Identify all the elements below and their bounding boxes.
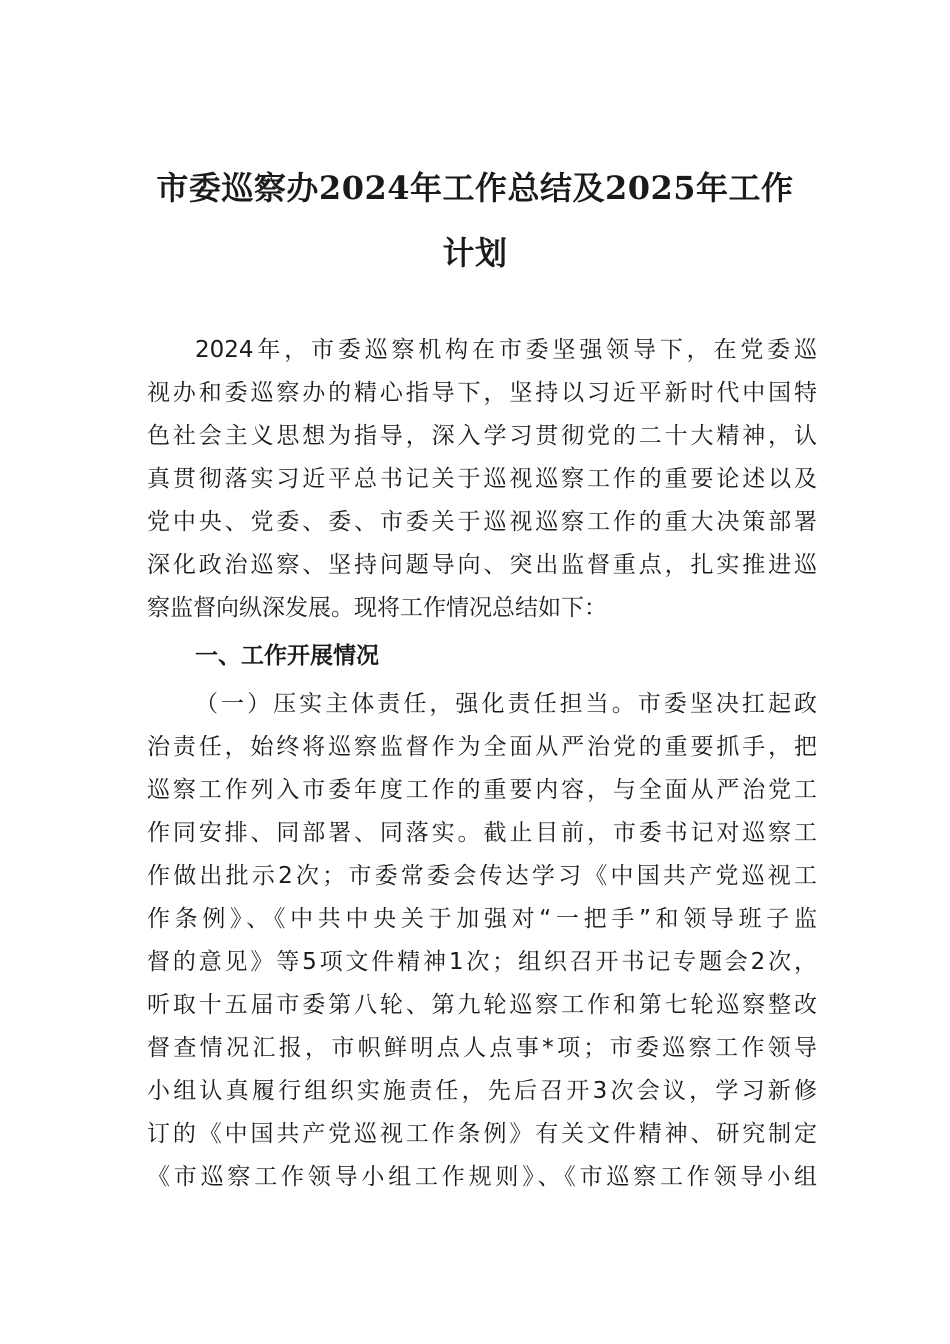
- section-body-line: （一）压实主体责任，强化责任担当。市委坚决扛起政: [195, 691, 817, 717]
- document-title-line-1: 市委巡察办2024年工作总结及2025年工作: [156, 169, 794, 207]
- intro-line: 深化政治巡察、坚持问题导向、突出监督重点，扎实推进巡: [147, 552, 817, 578]
- intro-line: 真贯彻落实习近平总书记关于巡视巡察工作的重要论述以及: [147, 466, 817, 492]
- intro-line: 察监督向纵深发展。现将工作情况总结如下：: [147, 595, 607, 621]
- section-body-line: 巡察工作列入市委年度工作的重要内容，与全面从严治党工: [147, 777, 817, 803]
- section-heading: 一、工作开展情况: [195, 643, 379, 669]
- section-body-line: 作同安排、同部署、同落实。截止目前，市委书记对巡察工: [147, 820, 817, 846]
- intro-line: 视办和委巡察办的精心指导下，坚持以习近平新时代中国特: [147, 380, 817, 406]
- intro-line: 2024年，市委巡察机构在市委坚强领导下，在党委巡: [195, 337, 817, 363]
- section-body-line: 治责任，始终将巡察监督作为全面从严治党的重要抓手，把: [147, 734, 817, 760]
- section-body-line: 督查情况汇报，市帜鲜明点人点事*项；市委巡察工作领导: [147, 1035, 817, 1061]
- intro-line: 党中央、党委、委、市委关于巡视巡察工作的重大决策部署: [147, 509, 817, 535]
- section-body-line: 听取十五届市委第八轮、第九轮巡察工作和第七轮巡察整改: [147, 992, 817, 1018]
- section-body-line: 督的意见》等5项文件精神1次；组织召开书记专题会2次，: [147, 949, 817, 975]
- intro-line: 色社会主义思想为指导，深入学习贯彻党的二十大精神，认: [147, 423, 817, 449]
- section-body-line: 作条例》、《中共中央关于加强对“一把手”和领导班子监: [147, 906, 817, 932]
- section-body-line: 小组认真履行组织实施责任，先后召开3次会议，学习新修: [147, 1078, 817, 1104]
- section-body-line: 订的《中国共产党巡视工作条例》有关文件精神、研究制定: [147, 1121, 817, 1147]
- document-title-line-2: 计划: [442, 234, 508, 272]
- section-body-line: 作做出批示2次；市委常委会传达学习《中国共产党巡视工: [147, 863, 817, 889]
- section-body-line: 《市巡察工作领导小组工作规则》、《市巡察工作领导小组: [147, 1164, 817, 1190]
